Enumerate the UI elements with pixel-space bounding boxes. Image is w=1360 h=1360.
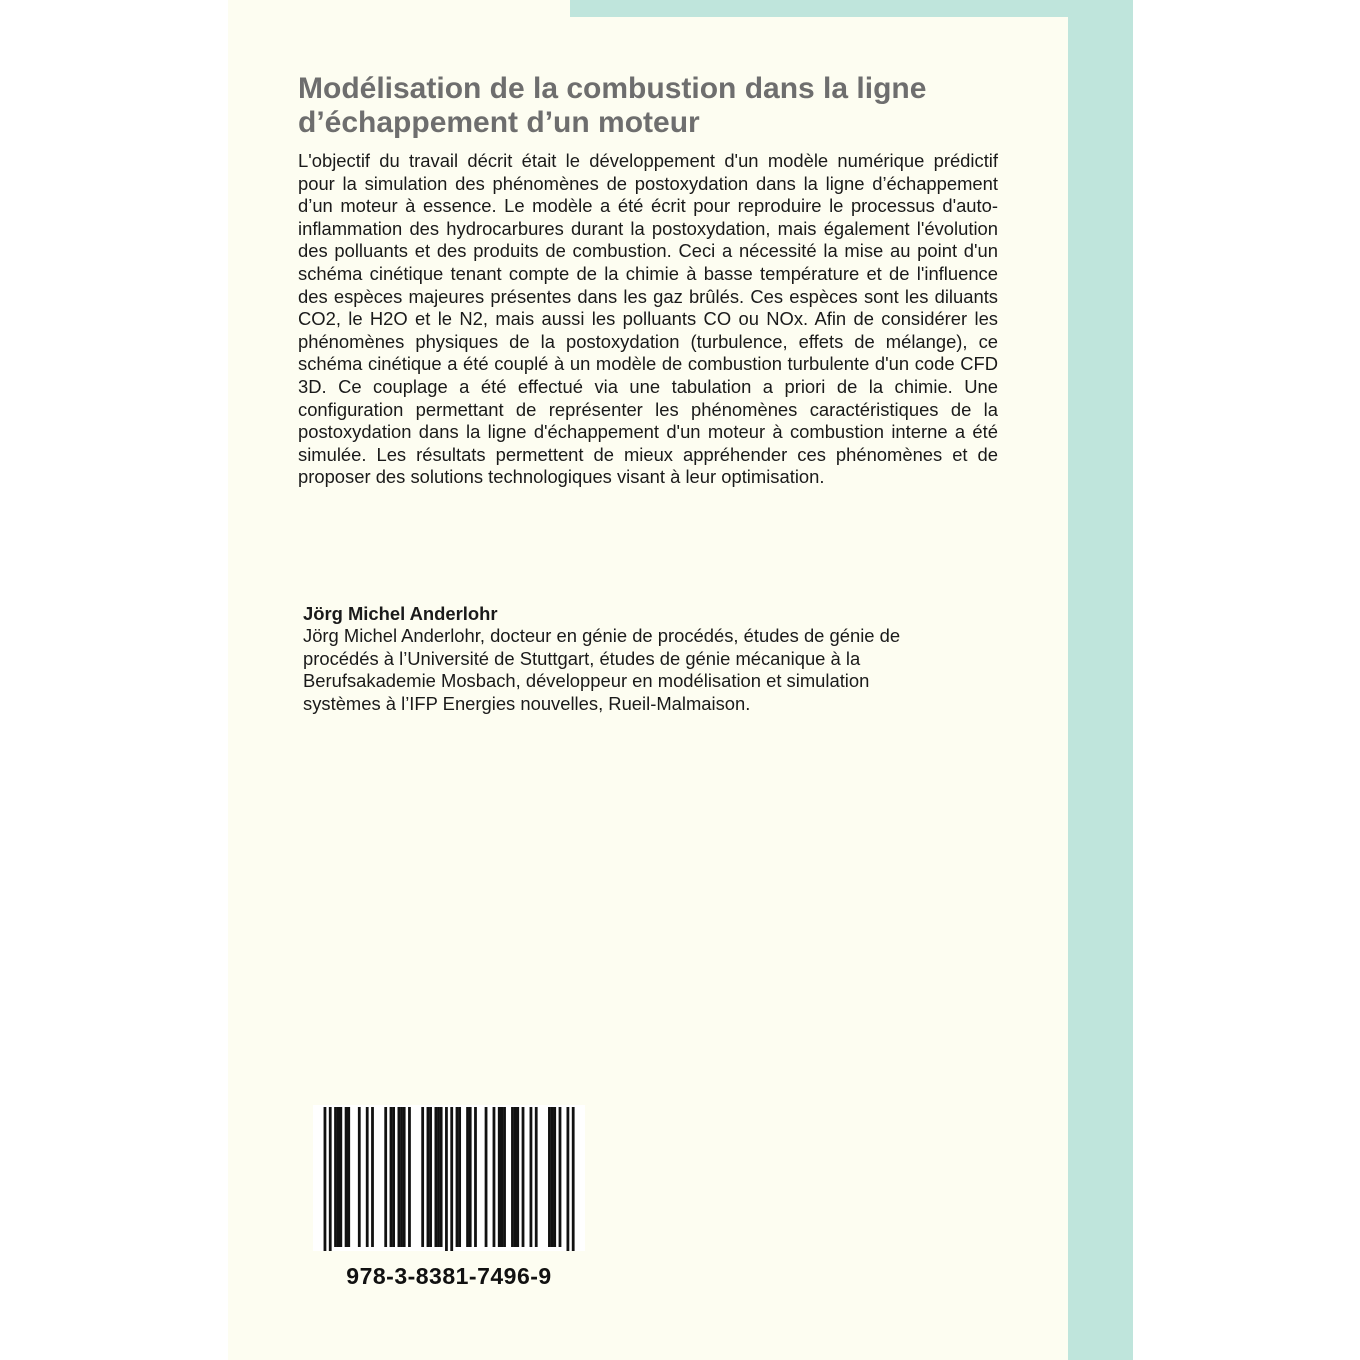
- barcode-bar: [427, 1107, 430, 1247]
- accent-stripe-top: [570, 0, 1133, 17]
- isbn-number: 978-3-8381-7496-9: [346, 1263, 552, 1289]
- barcode-bar: [421, 1107, 424, 1247]
- barcode-bar: [474, 1107, 477, 1247]
- author-bio-line-4: systèmes à l’IFP Energies nouvelles, Rueil-Malmaison.: [303, 692, 751, 714]
- barcode-bar: [530, 1107, 533, 1247]
- barcode-bar: [469, 1107, 472, 1247]
- book-title-line-2: d’échappement d’un moteur: [298, 106, 700, 139]
- author-name: Jörg Michel Anderlohr: [303, 603, 498, 624]
- book-abstract: L'objectif du travail décrit était le développement d'un modèle numérique prédictif pour la simulation des phénomènes de postoxydation dans la ligne d’échappement d’un moteur à essence. Le modèle a été écrit pour reproduire le processus d'auto-inflammation des hydrocarbures durant la postoxydation, mais également l'évolution des polluants et des produits de combustion. Ceci a nécessité la mise au point d'un schéma cinétique tenant compte de la chimie à basse température et de l'influence des espèces majeures présentes dans les gaz brûlés. Ces espèces sont les diluants CO2, le H2O et le N2, mais aussi les polluants CO ou NOx. Afin de considérer les phénomènes physiques de la postoxydation (turbulence, effets de mélange), ce schéma cinétique a été couplé à un modèle de combustion turbulente d'un code CFD 3D. Ce couplage a été effectué via une tabulation a priori de la chimie. Une configuration permettant de représenter les phénomènes caractéristiques de la postoxydation dans la ligne d'échappement d'un moteur à combustion interne a été simulée. Les résultats permettent de mieux appréhender ces phénomènes et de proposer des solutions technologiques visant à leur optimisation.: [298, 150, 998, 488]
- barcode-bar: [339, 1107, 342, 1247]
- accent-stripe-right: [1068, 0, 1133, 1360]
- barcode-bar: [437, 1107, 440, 1247]
- isbn-barcode: [313, 1105, 585, 1251]
- barcode-bar: [498, 1107, 501, 1247]
- barcode-bar: [567, 1107, 570, 1251]
- barcode-bar: [501, 1107, 504, 1247]
- barcode-bar: [403, 1107, 406, 1247]
- barcode-bar: [572, 1107, 575, 1251]
- barcode-bar: [429, 1107, 432, 1247]
- barcode-bar: [440, 1107, 443, 1247]
- barcode-bar: [400, 1107, 403, 1247]
- barcode-bar: [458, 1107, 461, 1247]
- barcode-bar: [358, 1107, 361, 1247]
- barcode-bar: [493, 1107, 496, 1247]
- barcode-bar: [347, 1107, 350, 1247]
- author-bio-line-2: procédés à l’Université de Stuttgart, études de génie mécanique à la: [303, 647, 861, 669]
- barcode-bar: [366, 1107, 369, 1247]
- author-bio-line-1: Jörg Michel Anderlohr, docteur en génie de procédés, études de génie de: [303, 625, 901, 646]
- barcode-bar: [456, 1107, 459, 1247]
- barcode-bar: [485, 1107, 488, 1247]
- barcode-bar: [392, 1107, 395, 1247]
- barcode-bar: [516, 1107, 519, 1247]
- barcode-bar: [337, 1107, 340, 1247]
- barcode-bar: [398, 1107, 401, 1247]
- barcode-bar: [408, 1107, 411, 1247]
- barcode-bar: [466, 1107, 469, 1247]
- barcode-bar: [559, 1107, 562, 1247]
- barcode-bar: [384, 1107, 387, 1247]
- book-title-line-1: Modélisation de la combustion dans la ligne: [298, 72, 927, 105]
- barcode-bar: [551, 1107, 554, 1247]
- barcode-bar: [329, 1107, 332, 1251]
- barcode-bar: [450, 1107, 453, 1251]
- barcode-bar: [511, 1107, 514, 1247]
- barcode-bar: [371, 1107, 374, 1247]
- barcode-bar: [514, 1107, 517, 1247]
- barcode-bar: [522, 1107, 525, 1247]
- author-bio-line-3: Berufsakademie Mosbach, développeur en modélisation et simulation: [303, 670, 870, 692]
- author-bio: [303, 625, 1003, 715]
- barcode-bar: [434, 1107, 437, 1247]
- barcode-bar: [535, 1107, 538, 1247]
- book-title: [298, 72, 1018, 140]
- barcode-bar: [334, 1107, 337, 1247]
- barcode-bar: [445, 1107, 448, 1251]
- barcode-bar: [345, 1107, 348, 1247]
- barcode-bar: [548, 1107, 551, 1247]
- barcode-bar: [553, 1107, 556, 1247]
- barcode-bar: [503, 1107, 506, 1247]
- barcode-bar: [324, 1107, 327, 1251]
- barcode-bar: [390, 1107, 393, 1247]
